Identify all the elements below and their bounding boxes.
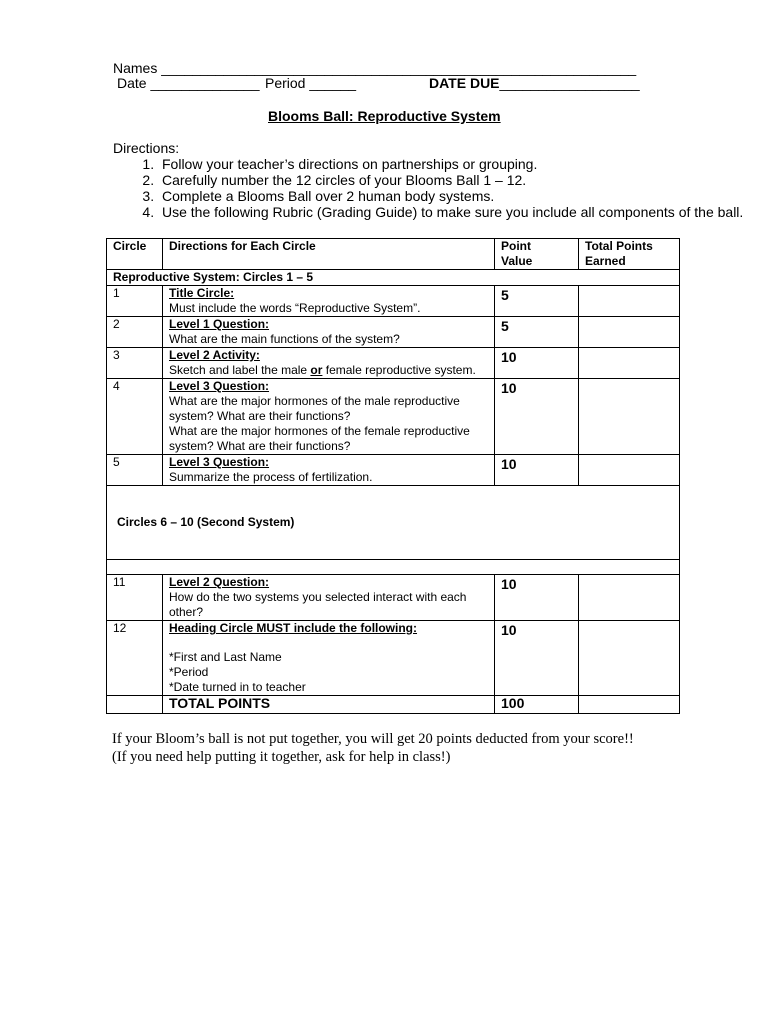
period-blank[interactable]: ______ bbox=[309, 75, 357, 91]
point-value: 5 bbox=[495, 317, 579, 348]
page-title: Blooms Ball: Reproductive System bbox=[268, 108, 501, 124]
point-value: 10 bbox=[495, 379, 579, 455]
circle-directions: Level 3 Question: What are the major hormones of the male reproductive system? What are their functions? What are the major hormones of the female reproductive system? What are their functions? bbox=[163, 379, 495, 455]
circle-number: 2 bbox=[107, 317, 163, 348]
col-circle-header: Circle bbox=[107, 239, 163, 270]
table-row bbox=[107, 286, 680, 317]
point-value: 5 bbox=[495, 286, 579, 317]
table-row bbox=[107, 455, 680, 486]
points-earned-cell[interactable] bbox=[579, 575, 680, 621]
table-row bbox=[107, 575, 680, 621]
section-title: Circles 6 – 10 (Second System) bbox=[107, 486, 680, 560]
points-earned-cell[interactable] bbox=[579, 621, 680, 696]
point-value: 10 bbox=[495, 575, 579, 621]
date-blank[interactable]: ______________ bbox=[150, 75, 260, 91]
circle-directions: Heading Circle MUST include the following: *First and Last Name *Period *Date turned in to teacher bbox=[163, 621, 495, 696]
list-item: 2. Carefully number the 12 circles of your Blooms Ball 1 – 12. bbox=[158, 172, 743, 188]
circle-number: 11 bbox=[107, 575, 163, 621]
points-earned-cell[interactable] bbox=[579, 317, 680, 348]
section-title: Reproductive System: Circles 1 – 5 bbox=[107, 270, 680, 286]
table-row bbox=[107, 621, 680, 696]
circle-number: 5 bbox=[107, 455, 163, 486]
points-earned-cell[interactable] bbox=[579, 379, 680, 455]
list-item: 1. Follow your teacher’s directions on partnerships or grouping. bbox=[158, 156, 743, 172]
date-due-blank[interactable]: __________________ bbox=[499, 75, 640, 91]
date-label: Date bbox=[117, 75, 147, 91]
circle-directions: Level 1 Question: What are the main functions of the system? bbox=[163, 317, 495, 348]
table-row bbox=[107, 317, 680, 348]
point-value: 10 bbox=[495, 621, 579, 696]
date-due-line bbox=[429, 75, 640, 91]
circle-directions: Title Circle: Must include the words “Reproductive System”. bbox=[163, 286, 495, 317]
directions-heading: Directions: bbox=[113, 140, 180, 156]
table-row bbox=[107, 348, 680, 379]
total-earned-cell[interactable] bbox=[579, 696, 680, 714]
points-earned-cell[interactable] bbox=[579, 286, 680, 317]
list-item: 3. Complete a Blooms Ball over 2 human body systems. bbox=[158, 188, 743, 204]
circle-directions: Level 3 Question: Summarize the process of fertilization. bbox=[163, 455, 495, 486]
points-earned-cell[interactable] bbox=[579, 455, 680, 486]
circle-number: 12 bbox=[107, 621, 163, 696]
names-label: Names bbox=[113, 60, 158, 76]
names-blank[interactable]: _____________________________________________________________ bbox=[161, 60, 637, 76]
section-row bbox=[107, 270, 680, 286]
points-earned-cell[interactable] bbox=[579, 348, 680, 379]
circle-directions: Level 2 Activity: Sketch and label the male or female reproductive system. bbox=[163, 348, 495, 379]
date-line bbox=[117, 75, 259, 91]
total-empty-cell bbox=[107, 696, 163, 714]
circle-number: 4 bbox=[107, 379, 163, 455]
total-value: 100 bbox=[495, 696, 579, 714]
total-label: TOTAL POINTS bbox=[163, 696, 495, 714]
circle-number: 3 bbox=[107, 348, 163, 379]
point-value: 10 bbox=[495, 348, 579, 379]
spacer-cell bbox=[107, 560, 680, 575]
list-item: 4. Use the following Rubric (Grading Guide) to make sure you include all components of the ball. bbox=[158, 204, 743, 220]
directions-list bbox=[113, 156, 743, 220]
note-line-2: (If you need help putting it together, ask for help in class!) bbox=[112, 749, 451, 765]
total-row bbox=[107, 696, 680, 714]
deduction-note bbox=[112, 730, 634, 766]
col-total-points-header: Total Points Earned bbox=[579, 239, 680, 270]
names-line bbox=[113, 60, 636, 76]
period-label: Period bbox=[265, 75, 306, 91]
circle-number: 1 bbox=[107, 286, 163, 317]
point-value: 10 bbox=[495, 455, 579, 486]
col-directions-header: Directions for Each Circle bbox=[163, 239, 495, 270]
directions bbox=[113, 140, 743, 220]
table-header-row bbox=[107, 239, 680, 270]
note-line-1: If your Bloom’s ball is not put together, you will get 20 points deducted from your score!! bbox=[112, 731, 634, 747]
col-point-value-header: Point Value bbox=[495, 239, 579, 270]
period-line bbox=[265, 75, 356, 91]
spacer-row bbox=[107, 560, 680, 575]
rubric-table bbox=[106, 238, 680, 714]
table-row bbox=[107, 379, 680, 455]
circle-directions: Level 2 Question: How do the two systems you selected interact with each other? bbox=[163, 575, 495, 621]
section-row bbox=[107, 486, 680, 560]
date-due-label: DATE DUE bbox=[429, 75, 500, 91]
